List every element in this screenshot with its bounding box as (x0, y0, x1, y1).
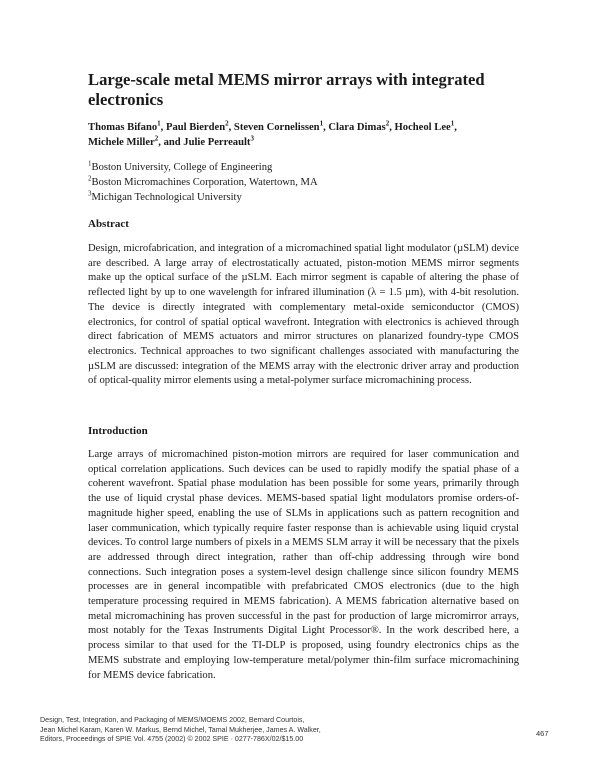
footer-line: Design, Test, Integration, and Packaging of MEMS/MOEMS 2002, Bernard Courtois, (40, 716, 305, 724)
affiliation-mark: 2 (154, 134, 159, 143)
author-name: and Julie Perreault (163, 137, 251, 148)
affiliation-mark: 3 (250, 134, 254, 143)
affiliation-text: Michigan Technological University (91, 192, 242, 203)
introduction-text: Large arrays of micromachined piston-motion mirrors are required for laser communication and optical correlation applications. Such devices can be used to rapidly modify the spatial phase of a coherent wavefront. Spatial phase modulation has been possible for some years, primarily through the use of liquid crystal phase devices. MEMS-based spatial light modulators promise orders-of-magnitude higher speed, enabling the use of SLMs in applications such as pattern recognition and laser communication, which typically require faster response than is achievable using liquid crystal devices. To control large numbers of pixels in a MEMS SLM array it will be necessary that the pixels are addressed through direct integration, rather than off-chip addressing through wire bond connections. Such integration poses a system-level design challenge since silicon foundry MEMS processes are in general incompatible with prefabricated CMOS electronics (due to the high temperature processing required in MEMS fabrication). A MEMS fabrication alternative based on metal micromachining has proven successful in the past for production of large micromirror arrays, most notably for the Texas Instruments Digital Light Processor®. In the work described here, a process similar to that used for the TI-DLP is proposed, using foundry electronics chips as the MEMS substrate and employing low-temperature metal/polymer thin-film surface micromachining for MEMS device fabrication. (88, 449, 519, 681)
affiliation-text: Boston Micromachines Corporation, Watertown, MA (91, 177, 318, 188)
footer-line: Jean Michel Karam, Karen W. Markus, Bernd Michel, Tamal Mukherjee, James A. Walker, (40, 725, 321, 734)
author-name: Paul Bierden (165, 122, 226, 133)
author-name: Hocheol Lee (394, 122, 451, 133)
publication-footer (40, 716, 500, 745)
affiliation-mark: 2 (225, 119, 229, 128)
affiliation-list (88, 160, 528, 205)
introduction-heading: Introduction (88, 425, 148, 437)
affiliation-mark: 3 (88, 189, 92, 198)
abstract-heading: Abstract (88, 218, 129, 230)
affiliation-mark: 1 (450, 119, 455, 128)
footer-line: Editors, Proceedings of SPIE Vol. 4755 (2002) © 2002 SPIE · 0277-786X/02/$15.00 (40, 735, 304, 743)
paper-title: Large-scale metal MEMS mirror arrays with integrated electronics (88, 70, 485, 109)
author-name: Thomas Bifano (88, 122, 158, 133)
author-name: Clara Dimas (328, 122, 386, 133)
author-name: Steven Cornelissen (233, 122, 320, 133)
affiliation (88, 160, 528, 175)
page-number: 467 (536, 729, 549, 738)
author-name: Michele Miller (88, 137, 155, 148)
affiliation-mark: 2 (385, 119, 390, 128)
abstract-text: Design, microfabrication, and integration of a micromachined spatial light modulator (µSLM) device are described. A large array of electrostatically actuated, piston-motion MEMS mirror segments make up the optical surface of the µSLM. Each mirror segment is capable of altering the phase of reflected light by up to one wavelength for infrared illumination (λ = 1.5 µm), with 4-bit resolution. The device is directly integrated with complementary metal-oxide semiconductor (CMOS) electronics, for control of spatial optical wavefront. Integration with electronics is achieved through direct fabrication of MEMS actuators and mirror structures on planarized foundry-type CMOS electronics. Technical approaches to two significant challenges associated with manufacturing the µSLM are discussed: integration of the MEMS array with the electronic driver array and production of optical-quality mirror elements using a metal-polymer surface micromachining process. (88, 243, 519, 387)
affiliation (88, 190, 528, 205)
author-list: Thomas Bifano$^1$, Paul Bierden$^2$, Steven Cornelissen$^1$, Clara Dimas$^2$, Hocheol Lee$^1$, Michele Miller$^2$, and Julie Perreault$^3$ (88, 119, 457, 148)
affiliation-mark: 1 (319, 119, 324, 128)
affiliation (88, 175, 528, 190)
affiliation-text: Boston University, College of Engineering (91, 162, 273, 173)
affiliation-mark: 1 (157, 119, 161, 128)
affiliation-mark: 2 (88, 174, 92, 183)
affiliation-mark: 1 (88, 159, 92, 168)
